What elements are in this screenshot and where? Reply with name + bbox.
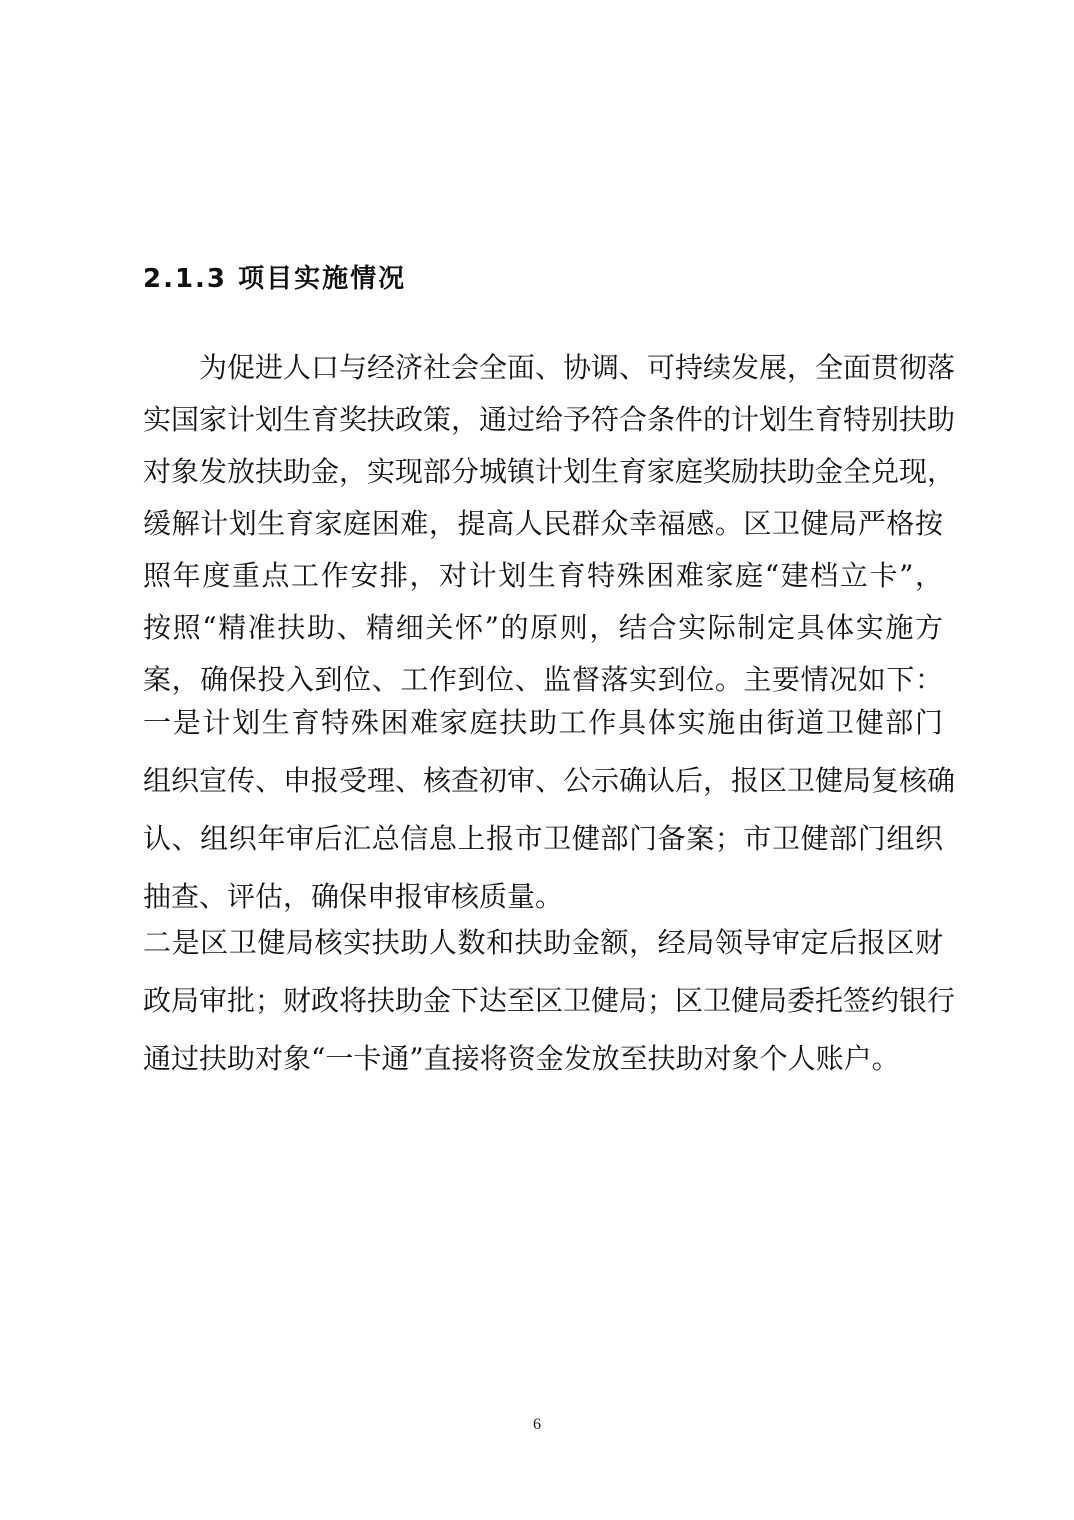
- text-line: 照年度重点工作安排，对计划生育特殊困难家庭“建档立卡”，: [143, 559, 943, 592]
- text-line: 组织宣传、申报受理、核查初审、公示确认后，报区卫健局复核确: [143, 764, 956, 797]
- paragraph-point-one: [143, 694, 956, 926]
- page-number: 6: [533, 1416, 541, 1433]
- text-line: 政局审批；财政将扶助金下达至区卫健局；区卫健局委托签约银行: [143, 984, 956, 1017]
- text-line: 对象发放扶助金，实现部分城镇计划生育家庭奖励扶助金全兑现，: [143, 455, 956, 488]
- paragraph-intro: [143, 342, 956, 706]
- paragraph-point-two: [143, 914, 956, 1088]
- text-line: 缓解计划生育家庭困难，提高人民群众幸福感。区卫健局严格按: [143, 507, 943, 540]
- text-line: 为促进人口与经济社会全面、协调、可持续发展，全面贯彻落: [143, 351, 956, 384]
- text-line: 抽查、评估，确保申报审核质量。: [143, 880, 564, 913]
- text-line: 通过扶助对象“一卡通”直接将资金发放至扶助对象个人账户。: [143, 1042, 900, 1075]
- section-heading: 2.1.3 项目实施情况: [143, 264, 407, 294]
- text-line: 案，确保投入到位、工作到位、监督落实到位。主要情况如下：: [143, 663, 943, 696]
- text-line: 认、组织年审后汇总信息上报市卫健部门备案；市卫健部门组织: [143, 822, 943, 855]
- text-line: 按照“精准扶助、精细关怀”的原则，结合实际制定具体实施方: [143, 611, 943, 644]
- text-line: 二是区卫健局核实扶助人数和扶助金额，经局领导审定后报区财: [143, 926, 943, 959]
- text-line: 实国家计划生育奖扶政策，通过给予符合条件的计划生育特别扶助: [143, 403, 956, 436]
- text-line: 一是计划生育特殊困难家庭扶助工作具体实施由街道卫健部门: [143, 706, 943, 739]
